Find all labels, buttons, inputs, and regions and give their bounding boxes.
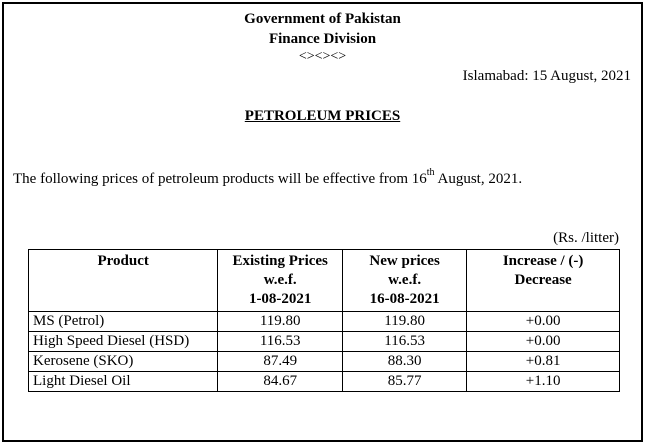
change-cell: +1.10 [467, 372, 620, 392]
header-cell [343, 250, 467, 312]
new-price-cell: 119.80 [343, 312, 467, 332]
existing-price-cell: 84.67 [218, 372, 343, 392]
place-date: Islamabad: 15 August, 2021 [462, 68, 631, 84]
header-division: Finance Division [268, 31, 377, 47]
new-price-cell: 116.53 [343, 332, 467, 352]
change-cell: +0.00 [467, 312, 620, 332]
header-cell [218, 250, 343, 312]
table-row [29, 312, 620, 332]
table-row [29, 352, 620, 372]
table-row [29, 332, 620, 352]
header-cell [467, 250, 620, 312]
header-line: Product [97, 253, 149, 269]
header-line: w.e.f. [263, 272, 297, 288]
existing-price-cell: 119.80 [218, 312, 343, 332]
product-cell: High Speed Diesel (HSD) [29, 332, 218, 352]
prices-table [28, 249, 620, 392]
header-line: Decrease [514, 272, 572, 288]
change-cell: +0.00 [467, 332, 620, 352]
change-cell: +0.81 [467, 352, 620, 372]
table-header-row [29, 250, 620, 312]
header-line: New prices [369, 253, 440, 269]
new-price-cell: 85.77 [343, 372, 467, 392]
unit-label: (Rs. /litter) [553, 230, 619, 246]
header-cell [29, 250, 218, 312]
product-cell: Light Diesel Oil [29, 372, 218, 392]
new-price-cell: 88.30 [343, 352, 467, 372]
header-ornament: <><><> [298, 49, 347, 64]
header-line: w.e.f. [388, 272, 422, 288]
document-title: PETROLEUM PRICES [244, 108, 401, 124]
header-government: Government of Pakistan [244, 11, 401, 27]
header-line: Existing Prices [232, 253, 328, 269]
existing-price-cell: 87.49 [218, 352, 343, 372]
product-cell: MS (Petrol) [29, 312, 218, 332]
product-cell: Kerosene (SKO) [29, 352, 218, 372]
header-line: 1-08-2021 [248, 291, 312, 307]
table-row [29, 372, 620, 392]
intro-paragraph: The following prices of petroleum products will be effective from 16th August, 2021. [13, 167, 523, 187]
header-line: Increase / (-) [502, 253, 584, 269]
document-page [2, 2, 643, 442]
existing-price-cell: 116.53 [218, 332, 343, 352]
header-line: 16-08-2021 [369, 291, 440, 307]
